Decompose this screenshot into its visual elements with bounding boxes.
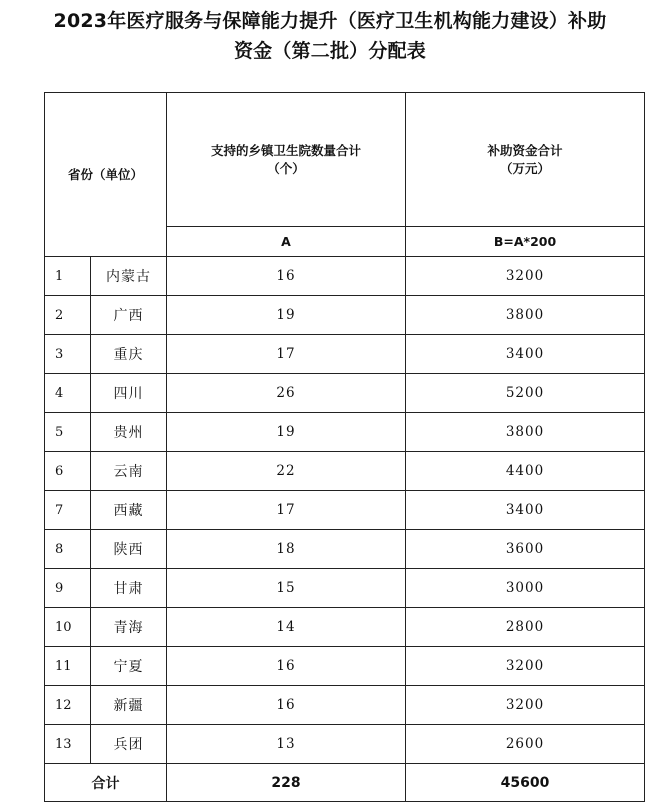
row-index: 1 [45,257,91,296]
header-funds [406,93,645,227]
row-funds: 3800 [406,413,645,452]
table-row [45,374,645,413]
row-province: 贵州 [91,413,167,452]
allocation-table [44,92,645,802]
table-row [45,413,645,452]
row-province: 云南 [91,452,167,491]
row-count: 13 [167,725,406,764]
row-count: 16 [167,686,406,725]
row-count: 19 [167,413,406,452]
row-count: 26 [167,374,406,413]
row-province: 陕西 [91,530,167,569]
row-index: 10 [45,608,91,647]
row-count: 14 [167,608,406,647]
row-province: 新疆 [91,686,167,725]
row-funds: 3000 [406,569,645,608]
table-row [45,452,645,491]
row-province: 兵团 [91,725,167,764]
row-count: 15 [167,569,406,608]
total-row [45,764,645,802]
row-index: 11 [45,647,91,686]
row-funds: 3200 [406,647,645,686]
row-index: 13 [45,725,91,764]
header-count [167,93,406,227]
row-province: 重庆 [91,335,167,374]
table-row [45,257,645,296]
row-index: 2 [45,296,91,335]
row-index: 5 [45,413,91,452]
header-count-title: 支持的乡镇卫生院数量合计 [211,142,362,158]
row-count: 17 [167,335,406,374]
header-funds-unit: （万元） [500,160,551,176]
row-funds: 3600 [406,530,645,569]
row-funds: 3200 [406,686,645,725]
row-count: 16 [167,257,406,296]
row-funds: 3400 [406,491,645,530]
row-funds: 2800 [406,608,645,647]
row-province: 西藏 [91,491,167,530]
row-count: 17 [167,491,406,530]
table-row [45,491,645,530]
row-count: 22 [167,452,406,491]
row-index: 9 [45,569,91,608]
table-row [45,530,645,569]
header-count-unit: （个） [267,160,305,176]
title-line-1: 2023年医疗服务与保障能力提升（医疗卫生机构能力建设）补助 [53,10,607,32]
table-row [45,686,645,725]
row-province: 内蒙古 [91,257,167,296]
document-title [0,6,660,66]
row-count: 16 [167,647,406,686]
header-funds-title: 补助资金合计 [487,142,563,158]
table-row [45,569,645,608]
table-row [45,647,645,686]
row-funds: 3800 [406,296,645,335]
row-province: 四川 [91,374,167,413]
total-count: 228 [167,764,406,802]
row-count: 19 [167,296,406,335]
row-funds: 2600 [406,725,645,764]
row-index: 3 [45,335,91,374]
row-province: 青海 [91,608,167,647]
header-count-formula: A [167,227,406,257]
table-row [45,335,645,374]
table-row [45,608,645,647]
row-index: 12 [45,686,91,725]
row-funds: 3400 [406,335,645,374]
row-index: 8 [45,530,91,569]
total-label: 合计 [45,764,167,802]
total-funds: 45600 [406,764,645,802]
row-funds: 3200 [406,257,645,296]
row-funds: 5200 [406,374,645,413]
row-index: 7 [45,491,91,530]
row-count: 18 [167,530,406,569]
row-province: 广西 [91,296,167,335]
table-row [45,296,645,335]
row-index: 6 [45,452,91,491]
row-funds: 4400 [406,452,645,491]
header-funds-formula: B=A*200 [406,227,645,257]
table-row [45,725,645,764]
row-province: 宁夏 [91,647,167,686]
row-province: 甘肃 [91,569,167,608]
title-line-2: 资金（第二批）分配表 [233,40,426,62]
row-index: 4 [45,374,91,413]
header-province: 省份（单位） [45,93,167,257]
